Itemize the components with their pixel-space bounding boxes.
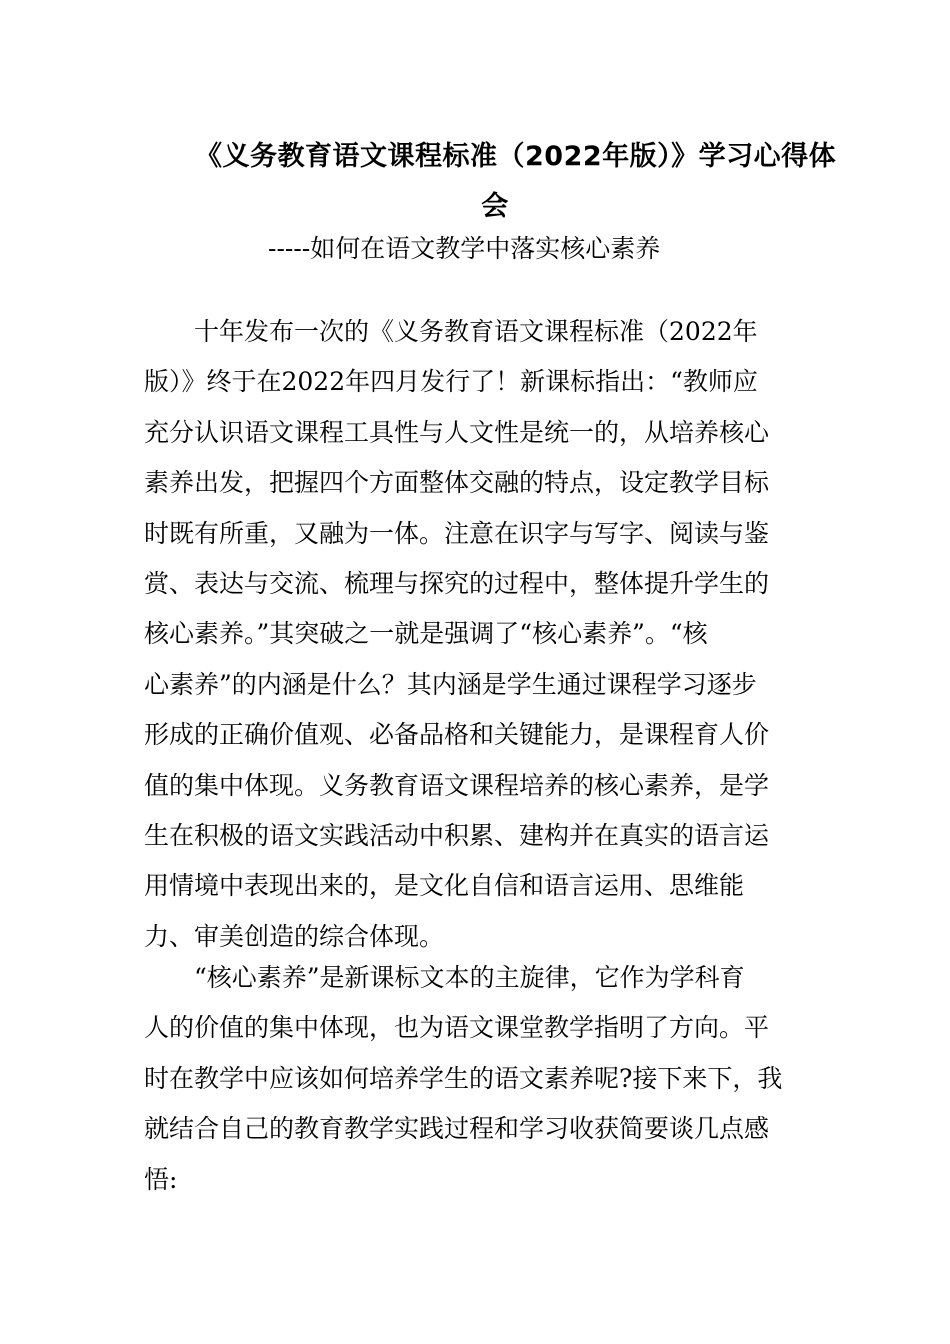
document-title <box>195 134 837 230</box>
paragraph-line: 时既有所重，又融为一体。注意在识字与写字、阅读与鉴 <box>144 518 770 548</box>
paragraph-1 <box>144 307 804 962</box>
paragraph-line: 充分认识语文课程工具性与人文性是统一的，从培养核心 <box>144 417 770 447</box>
paragraph-line: 形成的正确价值观、必备品格和关键能力，是课程育人价 <box>144 720 770 750</box>
paragraph-line: 素养出发，把握四个方面整体交融的特点，设定教学目标 <box>144 468 770 498</box>
paragraph-line: 力、审美创造的综合体现。 <box>144 921 445 951</box>
paragraph-line: 版）》终于在2022年四月发行了！新课标指出：“教师应 <box>144 367 758 397</box>
paragraph-line: 时在教学中应该如何培养学生的语文素养呢?接下来下，我 <box>144 1063 783 1093</box>
paragraph-line: “核心素养”是新课标文本的主旋律，它作为学科育 <box>144 963 745 992</box>
paragraph-line: 赏、表达与交流、梳理与探究的过程中，整体提升学生的 <box>144 568 770 598</box>
title-line-2: 会 <box>481 191 509 222</box>
paragraph-line: 心素养”的内涵是什么？其内涵是学生通过课程学习逐步 <box>144 669 757 699</box>
paragraph-line: 十年发布一次的《义务教育语文课程标准（2022年 <box>144 317 758 346</box>
paragraph-line: 值的集中体现。义务教育语文课程培养的核心素养，是学 <box>144 770 770 800</box>
paragraph-line: 就结合自己的教育教学实践过程和学习收获简要谈几点感 <box>144 1114 770 1144</box>
document-subtitle: -----如何在语文教学中落实核心素养 <box>268 234 661 263</box>
paragraph-line: 悟: <box>144 1164 178 1194</box>
paragraph-line: 生在积极的语文实践活动中积累、建构并在真实的语言运 <box>144 820 770 850</box>
paragraph-2 <box>144 953 804 1205</box>
title-line-1: 《义务教育语文课程标准（2022年版）》学习心得体 <box>195 141 837 172</box>
paragraph-line: 核心素养。”其突破之一就是强调了“核心素养”。“核 <box>144 619 708 649</box>
paragraph-line: 人的价值的集中体现，也为语文课堂教学指明了方向。平 <box>144 1013 770 1043</box>
paragraph-line: 用情境中表现出来的，是文化自信和语言运用、思维能 <box>144 871 745 901</box>
